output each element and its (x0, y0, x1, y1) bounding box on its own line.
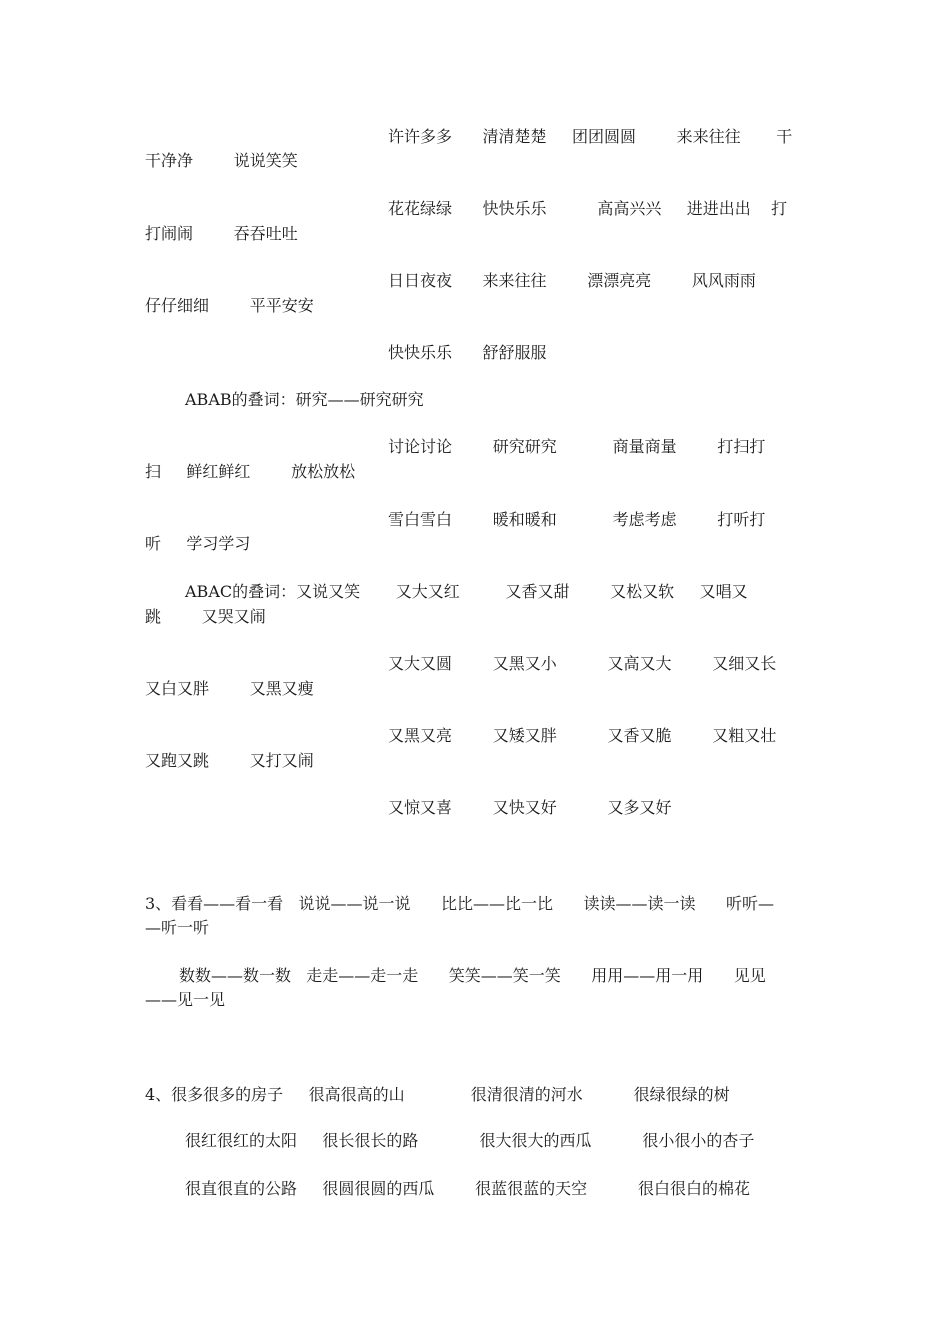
text-line: 很红很红的太阳 很长很长的路 很大很大的西瓜 很小很小的杏子 (185, 1131, 755, 1150)
text-line: 数数——数一数 走走——走一走 笑笑——笑一笑 用用——用一用 见见 (179, 966, 766, 985)
text-line: 干净净 说说笑笑 (145, 151, 298, 170)
text-line: 花花绿绿 快快乐乐 高高兴兴 进进出出 打 (388, 199, 788, 218)
text-line: 快快乐乐 舒舒服服 (388, 343, 547, 362)
text-line: 又白又胖 又黑又瘦 (145, 679, 314, 698)
text-line: 听 学习学习 (145, 534, 251, 553)
section-4-line: 4、很多很多的房子 很高很高的山 很清很清的河水 很绿很绿的树 (145, 1085, 730, 1104)
text-line: 跳 又哭又闹 (145, 607, 266, 626)
text-line: 许许多多 清清楚楚 团团圆圆 来来往往 干 (388, 127, 793, 146)
section-heading: ABAC的叠词：又说又笑 又大又红 又香又甜 又松又软 又唱又 (185, 582, 748, 601)
text-line: 日日夜夜 来来往往 漂漂亮亮 风风雨雨 (388, 271, 756, 290)
text-line: 雪白雪白 暖和暖和 考虑考虑 打听打 (388, 510, 766, 529)
text-line: ——见一见 (145, 990, 226, 1009)
text-line: 扫 鲜红鲜红 放松放松 (145, 462, 356, 481)
text-line: 又大又圆 又黑又小 又高又大 又细又长 (388, 654, 777, 673)
text-line: 又惊又喜 又快又好 又多又好 (388, 798, 672, 817)
section-3-line: 3、看看——看一看 说说——说一说 比比——比一比 读读——读一读 听听— (145, 894, 774, 913)
text-line: 很直很直的公路 很圆很圆的西瓜 很蓝很蓝的天空 很白很白的棉花 (185, 1179, 750, 1198)
text-line: —听一听 (145, 918, 210, 937)
text-line: 又黑又亮 又矮又胖 又香又脆 又粗又壮 (388, 726, 777, 745)
text-line: 又跑又跳 又打又闹 (145, 751, 314, 770)
text-line: 仔仔细细 平平安安 (145, 296, 314, 315)
text-line: 打闹闹 吞吞吐吐 (145, 224, 298, 243)
text-line: 讨论讨论 研究研究 商量商量 打扫打 (388, 437, 766, 456)
section-heading: ABAB的叠词：研究——研究研究 (185, 390, 424, 409)
